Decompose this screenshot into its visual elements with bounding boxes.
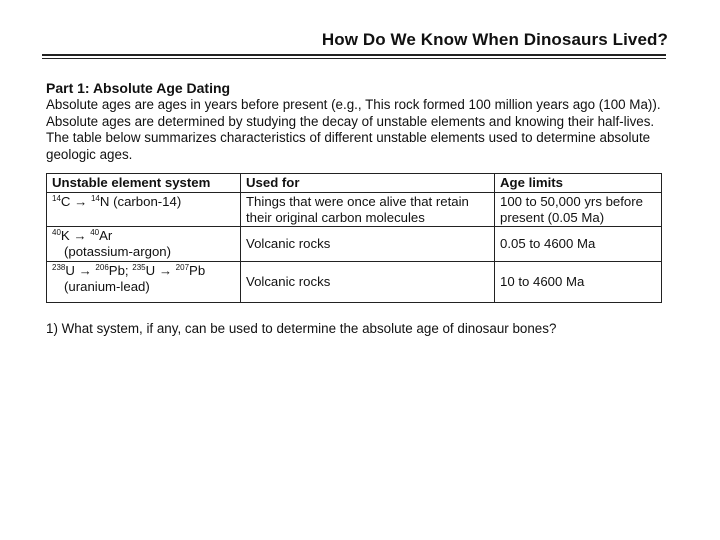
- cell-used-for: Volcanic rocks: [241, 227, 495, 262]
- table-row: [47, 193, 662, 227]
- cell-used-for: Volcanic rocks: [241, 262, 495, 303]
- cell-system: $^{238}$U → $^{206}$Pb; $^{235}$U → $^{207}$Pb (uranium-lead): [47, 262, 241, 303]
- column-header-used-for: Used for: [241, 174, 495, 193]
- cell-used-for: Things that were once alive that retain their original carbon molecules: [241, 193, 495, 227]
- intro-paragraph: Absolute ages are ages in years before present (e.g., This rock formed 100 million years ago (100 Ma)). Absolute ages are determined by studying the decay of unstable elements and knowing their half-lives. The table below summarizes characteristics of different unstable elements used to determine absolute geologic ages.: [46, 97, 661, 162]
- column-header-age-limits: Age limits: [495, 174, 662, 193]
- section-heading: Part 1: Absolute Age Dating: [46, 80, 231, 96]
- table-header-row: [47, 174, 662, 193]
- cell-system: $^{14}$C → $^{14}$N (carbon-14): [47, 193, 241, 227]
- column-header-system: Unstable element system: [47, 174, 241, 193]
- cell-system: $^{40}$K → $^{40}$Ar (potassium-argon): [47, 227, 241, 262]
- table-row: [47, 262, 662, 303]
- cell-age-limits: 100 to 50,000 yrs before present (0.05 Ma): [495, 193, 662, 227]
- absolute-dating-table: [46, 173, 662, 303]
- table-row: [47, 227, 662, 262]
- page-title: How Do We Know When Dinosaurs Lived?: [321, 30, 668, 49]
- question-1: 1) What system, if any, can be used to determine the absolute age of dinosaur bones?: [46, 321, 557, 336]
- cell-age-limits: 10 to 4600 Ma: [495, 262, 662, 303]
- cell-age-limits: 0.05 to 4600 Ma: [495, 227, 662, 262]
- title-rule: [42, 54, 666, 59]
